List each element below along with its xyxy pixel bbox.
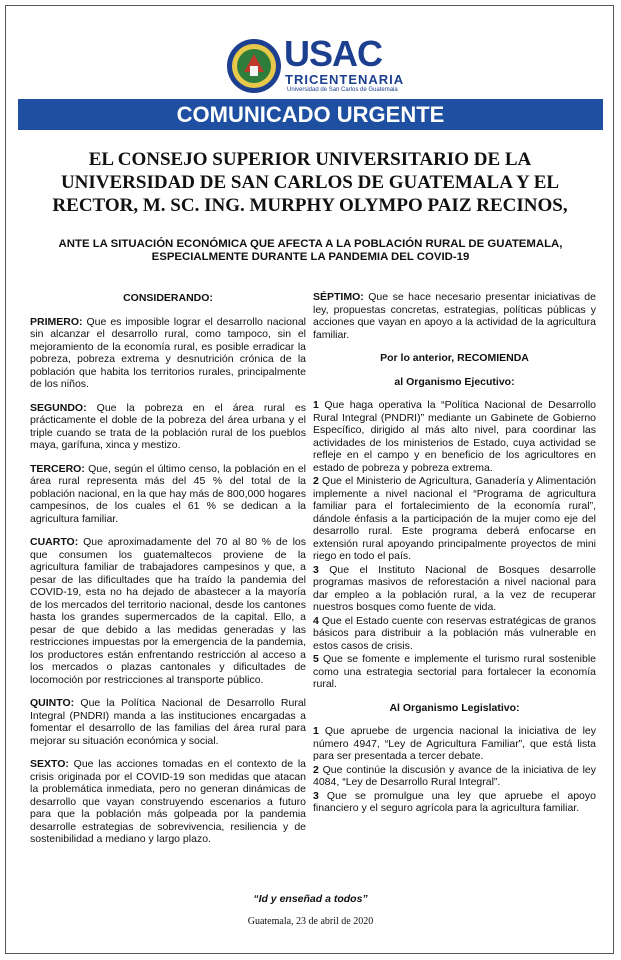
left-column <box>30 292 306 857</box>
septimo-paragraph: SÉPTIMO: Que se hace necesario presentar iniciativas de ley, propuestas concretas, estrategias, políticas públicas y acciones que vayan en apoyo a la actividad de la agricultura familiar. <box>313 291 596 341</box>
subheadline: ANTE LA SITUACIÓN ECONÓMICA QUE AFECTA A LA POBLACIÓN RURAL DE GUATEMALA, ESPECIALMENTE DURANTE LA PANDEMIA DEL COVID-19 <box>58 238 563 263</box>
logo-university: Universidad de San Carlos de Guatemala <box>287 87 398 93</box>
considerando-item: SEGUNDO: Que la pobreza en el área rural es prácticamente el doble de la pobreza del área urbana y el triple cuando se trata de la población rural de los pueblos maya, garífuna, xinca y mestizo. <box>30 401 306 451</box>
ejecutivo-item: 5 Que se fomente e implemente el turismo rural sostenible como una estrategia sectorial para fortalecer la economía rural. <box>313 653 596 690</box>
right-column <box>313 291 596 816</box>
date-line: Guatemala, 23 de abril de 2020 <box>247 916 374 927</box>
considerando-item: QUINTO: Que la Política Nacional de Desarrollo Rural Integral (PNDRI) manda a las instituciones encargadas a fomentar el desarrollo de las familias del área rural para mejorar su situación económica y social. <box>30 697 306 747</box>
legislativo-title: Al Organismo Legislativo: <box>389 701 520 714</box>
title-banner: COMUNICADO URGENTE <box>18 99 603 130</box>
ejecutivo-title: al Organismo Ejecutivo: <box>394 375 515 388</box>
ejecutivo-item: 4 Que el Estado cuente con reservas estratégicas de granos básicos para distribuir a la población más vulnerable en estos casos de crisis. <box>313 614 596 652</box>
considerando-title: CONSIDERANDO: <box>123 292 213 304</box>
legislativo-item: 3 Que se promulgue una ley que apruebe el apoyo financiero y el seguro agrícola para la agricultura familiar. <box>313 789 596 814</box>
usac-logo <box>226 34 426 96</box>
ejecutivo-item: 3 Que el Instituto Nacional de Bosques desarrolle programas masivos de reforestación a nivel nacional para dar empleo a la población rural, a la vez de recuperar nuestros bosques como fuente de vida. <box>313 563 596 613</box>
headline: EL CONSEJO SUPERIOR UNIVERSITARIO DE LA UNIVERSIDAD DE SAN CARLOS DE GUATEMALA Y EL RECTOR, M. SC. ING. MURPHY OLYMPO PAIZ RECINOS, <box>52 149 568 216</box>
legislativo-item: 2 Que continúe la discusión y avance de la iniciativa de ley 4084, “Ley de Desarrollo Rural Integral”. <box>313 763 596 788</box>
logo-tagline: TRICENTENARIA <box>285 72 405 87</box>
university-seal-icon <box>226 38 282 94</box>
ejecutivo-item: 2 Que el Ministerio de Agricultura, Ganadería y Alimentación implemente a nivel nacional el “Programa de agricultura familiar para el fortalecimiento de la economía rural”, dándole énfasis a la participación de la mujer como eje del desarrollo rural. Este programa deberá enfocarse en extensión rural apoyando principalmente proyectos de mini riego en todo el país. <box>313 475 596 562</box>
ejecutivo-item: 1 Que haga operativa la “Política Nacional de Desarrollo Rural Integral (PNDRI)” mediante un Gabinete de Gobierno Específico, dirigido al más alto nivel, para coordinar las actividades de los ministerios de Estado, cuya actividad se refleje en el campo y en beneficio de los agricultores en estado de pobreza y pobreza extrema. <box>313 399 596 474</box>
considerando-item: SEXTO: Que las acciones tomadas en el contexto de la crisis originada por el COVID-19 son medidas que atacan la problemática inmediata, pero no generan dinámicas de desarrollo que vayan construyendo escenarios a futuro para que la población más golpeada por la pandemia desarrolle estrategias de sobrevivencia, resiliencia y de sostenibilidad a mediano y largo plazo. <box>30 758 306 845</box>
considerando-item: PRIMERO: Que es imposible lograr el desarrollo nacional sin alcanzar el desarrollo rural, como tampoco, sin el mejoramiento de la economía rural, es posible erradicar la pobreza, pobreza extrema y desnutrición crónica de la población que habita los territorios rurales, principalmente de los niños. <box>30 315 306 390</box>
logo-name: USAC <box>284 33 383 74</box>
recomienda-heading: Por lo anterior, RECOMIENDA <box>380 352 529 364</box>
legislativo-item: 1 Que apruebe de urgencia nacional la iniciativa de ley número 4947, “Ley de Agricultura Familiar”, que está lista para ser presentada a tercer debate. <box>313 725 596 762</box>
motto: “Id y enseñad a todos” <box>253 893 368 905</box>
considerando-item: TERCERO: Que, según el último censo, la población en el área rural representa más del 45 % del total de la población nacional, en la que hay más de 800,000 hogares campesinos, de los cuales el 61 % se dedican a la agricultura familiar. <box>30 462 306 525</box>
considerando-item: CUARTO: Que aproximadamente del 70 al 80 % de los que consumen los guatemaltecos proviene de la agricultura familiar de trabajadores campesinos y que, a pesar de las dificultades que ha traído la pandemia del COVID-19, esta no ha dejado de abastecer a la mayoría de los mercados del territorio nacional, desde los cantones hasta los grandes supermercados de la capital. Ello, a pesar de que debido a las medidas generadas y las restricciones impuestas por la emergencia de la pandemia, los productores están enfrentando restricción al acceso a los mercados o plazas cantonales y dificultades de locomoción por restricciones al transporte público. <box>30 536 306 686</box>
